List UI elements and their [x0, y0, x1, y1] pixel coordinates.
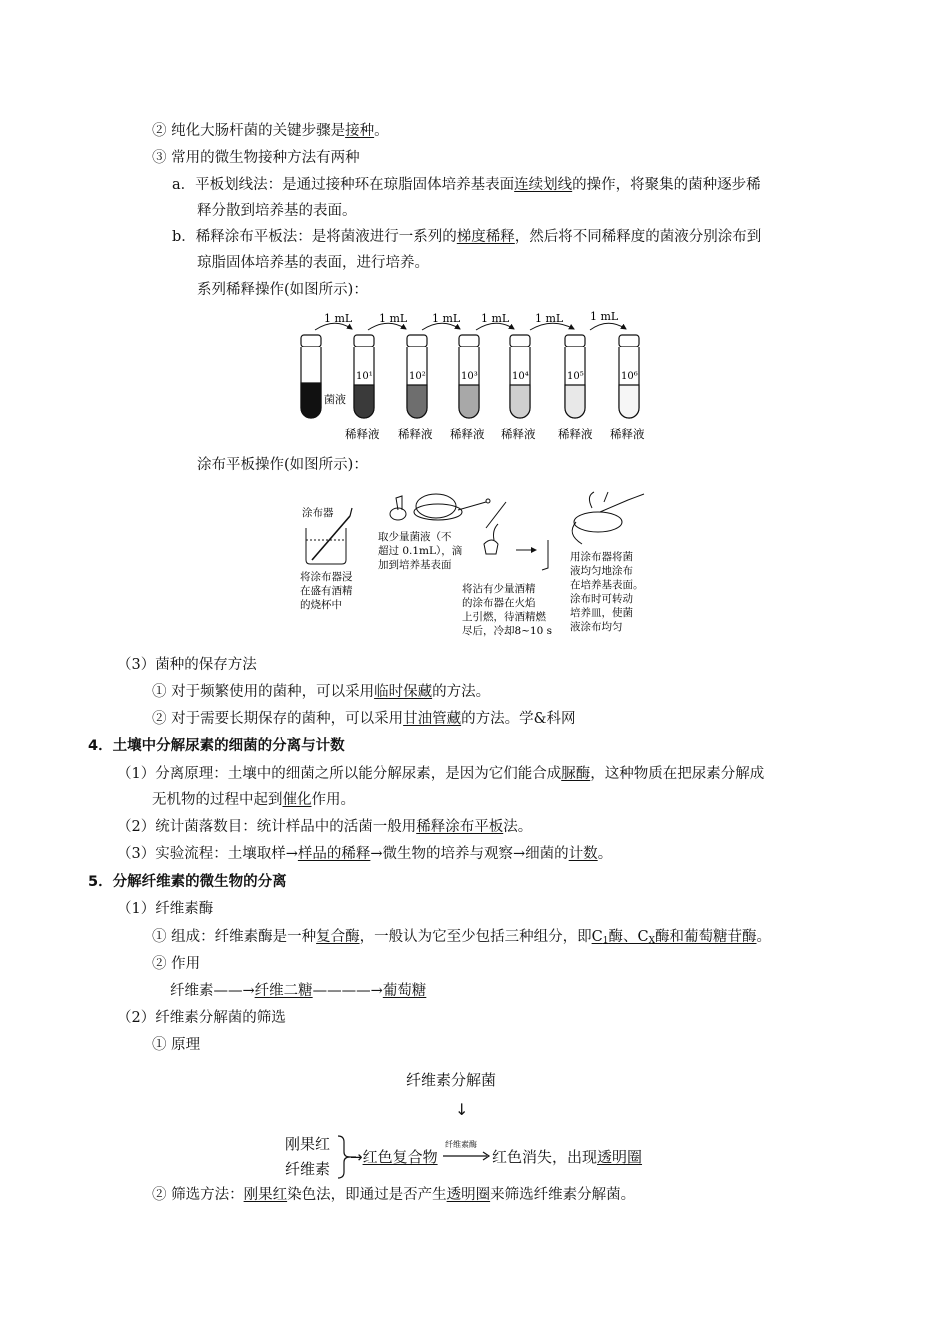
section-heading: 5．分解纤维素的微生物的分离 [88, 874, 287, 890]
step2-text: 取少量菌液（不 [378, 531, 452, 543]
step4-text: 涂布时可转动 [570, 593, 633, 605]
step4-text: 在培养基表面。 [570, 579, 644, 591]
tube-label: 10³ [461, 371, 478, 382]
step1-text: 将涂布器浸 [300, 571, 353, 583]
alcohol-lamp-icon [484, 502, 548, 570]
spread-plate-figure [298, 488, 660, 646]
pathway-line: 纤维素——→纤维二糖————→葡萄糖 [170, 983, 427, 999]
step2-text: 加到培养基表面 [378, 559, 452, 571]
diluent-label: 稀释液 [610, 427, 645, 441]
diluent-label: 稀释液 [501, 427, 536, 441]
tube-label: 10⁵ [567, 371, 584, 382]
tube-label: 10⁴ [512, 371, 529, 382]
bacteria-label: 菌液 [324, 393, 346, 406]
step3-text: 上引燃，待酒精燃 [462, 611, 546, 623]
transfer-label: 1 mL [481, 312, 510, 325]
step3-text: 的涂布器在火焰 [462, 597, 536, 609]
transfer-label: 1 mL [535, 312, 564, 325]
section-heading: 4．土壤中分解尿素的细菌的分离与计数 [88, 738, 345, 754]
text-line: 琼脂固体培养基的表面，进行培养。 [197, 255, 429, 271]
reaction-arrow-icon [443, 1150, 491, 1162]
tube-label: 10² [409, 371, 426, 382]
step2-text: 超过 0.1mL），滴 [378, 545, 463, 557]
text-line: ② 纯化大肠杆菌的关键步骤是接种。 [152, 123, 389, 139]
step4-text: 液涂布均匀 [570, 621, 623, 633]
step4-text: 用涂布器将菌 [570, 551, 633, 563]
step3-text: 将沾有少量酒精 [462, 583, 536, 595]
text-line: ③ 常用的微生物接种方法有两种 [152, 150, 360, 166]
principle-reaction: →红色复合物 [350, 1148, 438, 1166]
text-line: （2）统计菌落数目：统计样品中的活菌一般用稀释涂布平板法。 [117, 819, 533, 835]
step1-text: 在盛有酒精 [300, 585, 353, 597]
diluent-label: 稀释液 [398, 427, 433, 441]
text-line: 释分散到培养基的表面。 [197, 203, 357, 219]
text-line: （2）纤维素分解菌的筛选 [117, 1010, 286, 1026]
transfer-arrows [315, 323, 626, 330]
diluent-label: 稀释液 [558, 427, 593, 441]
text-line: ② 筛选方法：刚果红染色法，即通过是否产生透明圈来筛选纤维素分解菌。 [152, 1187, 636, 1203]
step1-text: 的烧杯中 [300, 599, 342, 611]
tube-label: 10¹ [356, 371, 373, 382]
text-line: ① 原理 [152, 1037, 201, 1053]
text-line: ② 对于需要长期保存的菌种，可以采用甘油管藏的方法。学&科网 [152, 711, 576, 727]
text-line: ① 组成：纤维素酶是一种复合酶，一般认为它至少包括三种组分，即$C_1$酶、$C_X$酶和葡萄糖苷酶。 [152, 929, 771, 946]
transfer-label: 1 mL [324, 312, 353, 325]
petri-dish-icon [390, 494, 490, 520]
principle-top: 纤维素分解菌 [406, 1071, 497, 1089]
principle-result: 红色消失，出现透明圈 [492, 1148, 643, 1166]
spreader-label: 涂布器 [302, 507, 334, 519]
diluent-label: 稀释液 [345, 427, 380, 441]
text-line: a．平板划线法：是通过接种环在琼脂固体培养基表面连续划线的操作，将聚集的菌种逐步稀 [172, 177, 761, 193]
step4-text: 液均匀地涂布 [570, 565, 633, 577]
text-line: （1）分离原理：土壤中的细菌之所以能分解尿素，是因为它们能合成脲酶，这种物质在把尿素分解成 [117, 766, 765, 782]
reagent-cellulose: 纤维素 [285, 1160, 331, 1178]
transfer-label: 1 mL [432, 312, 461, 325]
text-line: ① 对于频繁使用的菌种，可以采用临时保藏的方法。 [152, 684, 491, 700]
transfer-label: 1 mL [590, 310, 619, 323]
transfer-arrow [590, 323, 626, 330]
text-line: 无机物的过程中起到催化作用。 [152, 792, 355, 808]
step4-text: 培养皿，使菌 [570, 607, 633, 619]
reagent-congo-red: 刚果红 [285, 1135, 331, 1153]
transfer-label: 1 mL [379, 312, 408, 325]
figure-caption: 涂布平板操作(如图所示)： [197, 457, 368, 473]
enzyme-label: 纤维素酶 [445, 1140, 477, 1149]
figure-caption: 系列稀释操作(如图所示)： [197, 282, 368, 298]
text-line: （3）实验流程：土壤取样→样品的稀释→微生物的培养与观察→细菌的计数。 [117, 846, 613, 862]
step3-text: 尽后，冷却8~10 s [462, 625, 553, 637]
text-line: b．稀释涂布平板法：是将菌液进行一系列的梯度稀释，然后将不同稀释度的菌液分别涂布到 [172, 229, 762, 245]
diluent-label: 稀释液 [450, 427, 485, 441]
spreading-hands-icon [572, 492, 644, 544]
down-arrow-icon: ↓ [455, 1100, 469, 1119]
text-line: （1）纤维素酶 [117, 901, 214, 917]
serial-dilution-figure [290, 305, 660, 445]
test-tube-0 [301, 335, 321, 418]
section-heading: （3）菌种的保存方法 [117, 657, 257, 673]
text-line: ② 作用 [152, 956, 201, 972]
tube-label: 10⁶ [621, 371, 638, 382]
